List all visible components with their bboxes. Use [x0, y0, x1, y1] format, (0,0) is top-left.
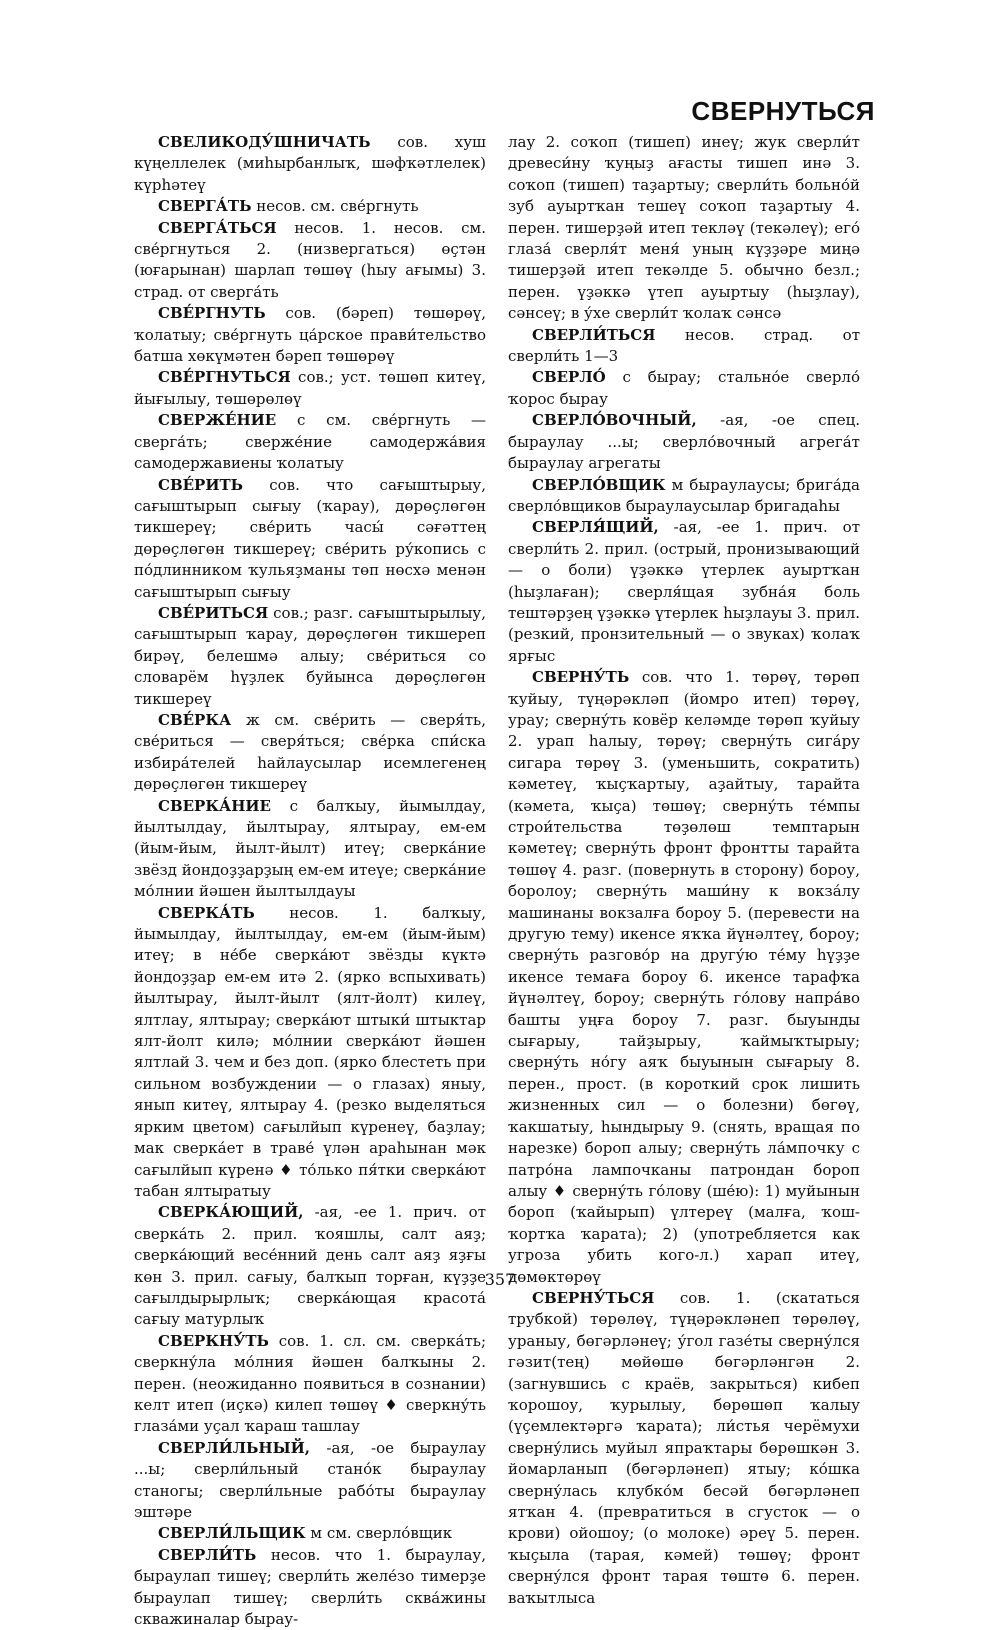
dictionary-entry: [134, 132, 486, 196]
entry-headword: СВЕРГА́ТЬСЯ: [158, 218, 277, 237]
entry-definition: сов. 1. (скататься трубкой) төрөлөү, түңәрәкләнеп төрөлөү, ураныу, бөгәрләнеү; у́гол газе́ты сверну́лся гәзит(тең) мөйөшө бөгәрләнгән 2. (загнувшись с краёв, закрыться) кибеп ҡорошоу, ҡурылыу, бөрөшөп ҡалыу (үҫемлектәргә ҡарата); ли́стья черёмухи сверну́лись муйыл япраҡтары бөрөшкән 3. йомарланып (бөгәрләнеп) ятыу; ко́шка сверну́лась клубко́м бесәй бөгәрләнеп ятҡан 4. (превратиться в сгусток — о крови) ойошоу; (о молоке) әреү 5. перен. ҡыҫыла (тарая, кәмей) төшөү; фронт сверну́лся фронт тарая төштө 6. перен. ваҡытлыса: [508, 1288, 860, 1607]
entry-headword: СВЕ́РКА: [158, 710, 232, 729]
dictionary-entry: [134, 603, 486, 710]
entry-headword: СВЕРЛО́ВОЧНЫЙ,: [532, 411, 697, 430]
dictionary-entry: [134, 367, 486, 410]
dictionary-entry: [134, 1438, 486, 1524]
dictionary-entry: [134, 1202, 486, 1330]
dictionary-entry: [134, 410, 486, 474]
entry-headword: СВЕ́РГНУТЬСЯ: [158, 368, 291, 387]
entry-headword: СВЕРГА́ТЬ: [158, 197, 252, 216]
entry-definition: несов. см. све́ргнуть: [251, 197, 419, 216]
entry-definition: сов. что сағыштырыу, сағыштырып сығыу (ҡарау), дөрөҫлөгөн тикшереү; све́рить часы́ сәғәттең дөрөҫлөгөн тикшереү; све́рить ру́копись с по́длинником ҡульяҙманы төп нөсхә менән сағыштырып сығыу: [134, 475, 486, 601]
entry-headword: СВЕРКНУ́ТЬ: [158, 1331, 269, 1350]
entry-headword: СВЕЛИКОДУ́ШНИЧАТЬ: [158, 133, 371, 151]
dictionary-entry: [134, 196, 486, 217]
dictionary-entry: [134, 1523, 486, 1544]
entry-definition: -ая, -ое спец. быраулау ...ы; сверло́вочный агрега́т быраулау агрегаты: [508, 411, 860, 473]
entry-definition: лау 2. соҡоп (тишеп) инеү; жук сверли́т древеси́ну ҡуңыҙ ағасты тишеп инә 3. соҡоп (тишеп) таҙартыу; сверли́ть больно́й зуб ауыртҡан тешеү соҡоп таҙартыу 4. перен. тишерҙәй итеп текләү (текәлеү); его́ глаза́ сверля́т меня́ уның күҙҙәре миңә тишерҙәй итеп текәлде 5. обычно безл.; перен. үҙәккә үтеп ауыртыу (һыҙлау), сәнсеү; в у́хе сверли́т ҡолаҡ сәнсә: [508, 133, 860, 323]
entry-definition: несов. 1. несов. см. све́ргнуться 2. (низвергаться) өҫтән (юғарынан) шарлап төшөү (һыу ағымы) 3. страд. от сверга́ть: [134, 218, 486, 301]
entry-headword: СВЕРКА́ТЬ: [158, 903, 255, 922]
entry-headword: СВЕ́РИТЬ: [158, 475, 244, 494]
entry-definition: несов. что 1. быраулау, быраулап тишеү; сверли́ть желе́зо тимерҙе быраулап тишеү; сверли́ть сква́жины скважиналар бырау-: [134, 1545, 486, 1629]
entry-headword: СВЕРЛИ́ТЬ: [158, 1545, 257, 1564]
left-column: [134, 132, 486, 1630]
entry-headword: СВЕРЛО́ВЩИК: [532, 475, 666, 494]
dictionary-entry: [508, 325, 860, 368]
entry-headword: СВЕРЛИ́ТЬСЯ: [532, 325, 656, 344]
entry-definition: сов.; разг. сағыштырылыу, сағыштырып ҡарау, дөрөҫлөгөн тикшереп бирәү, белешмә алыу; све́риться со словарём һүҙлек буйынса дөрөҫлөгөн тикшереү: [134, 603, 486, 708]
entry-headword: СВЕРКА́ЮЩИЙ,: [158, 1203, 304, 1222]
entry-definition: несов. страд. от сверли́ть 1—3: [508, 325, 860, 366]
dictionary-entry: [508, 410, 860, 474]
entry-definition: -ая, -ее 1. прич. от сверка́ть 2. прил. ҡояшлы, салт аяҙ; сверка́ющий весе́нний день салт аяҙ яҙғы көн 3. прил. сағыу, балҡып торған, күҙҙе сағылдырырлыҡ; сверка́ющая красота́ сағыу матурлыҡ: [134, 1203, 486, 1329]
entry-headword: СВЕРЛЯ́ЩИЙ,: [532, 518, 659, 537]
entry-definition: с балҡыу, йымылдау, йылтылдау, йылтырау, ялтырау, ем-ем (йым-йым, йылт-йылт) итеү; сверка́ние звёзд йондоҙҙарҙың ем-ем итеүе; сверка́ние мо́лнии йәшен йылтылдауы: [134, 796, 486, 901]
dictionary-entry: [134, 796, 486, 903]
entry-definition: -ая, -ее 1. прич. от сверли́ть 2. прил. (острый, пронизывающий — о боли) үҙәккә үтерлек ауыртҡан (һыҙлаған); сверля́щая зубна́я боль тештәрҙең үҙәккә үтерлек һыҙлауы 3. прил. (резкий, пронзительный — о звуках) ҡолаҡ ярғыс: [508, 518, 860, 665]
dictionary-entry: [508, 475, 860, 518]
entry-definition: сов. 1. сл. см. сверка́ть; сверкну́ла мо́лния йәшен балҡыны 2. перен. (неожиданно появиться в сознании) келт итеп (иҫкә) килеп төшөү ♦ сверкну́ть глаза́ми уҫал ҡараш ташлау: [134, 1331, 486, 1436]
entry-headword: СВЕ́РИТЬСЯ: [158, 603, 269, 622]
dictionary-entry: [134, 475, 486, 603]
entry-headword: СВЕРНУ́ТЬ: [532, 668, 630, 687]
running-header: СВЕРНУТЬСЯ: [691, 96, 875, 126]
entry-headword: СВЕРНУ́ТЬСЯ: [532, 1288, 655, 1307]
entry-definition: сов.; уст. төшөп китеү, йығылыу, төшөрөлөү: [134, 368, 486, 408]
dictionary-entry: [508, 1288, 860, 1609]
entry-headword: СВЕРЛИ́ЛЬЩИК: [158, 1524, 306, 1543]
dictionary-entry: [134, 903, 486, 1203]
entry-definition: сов. (бәреп) төшөрөү, ҡолатыу; све́ргнуть ца́рское прави́тельство батша хөкүмәтен бәреп төшөрөү: [134, 304, 486, 366]
entry-headword: СВЕ́РГНУТЬ: [158, 304, 266, 323]
entry-definition: с см. све́ргнуть — сверга́ть; сверже́ние самодержа́вия самодержавиены ҡолатыу: [134, 411, 486, 473]
entry-headword: СВЕРЛИ́ЛЬНЫЙ,: [158, 1438, 310, 1457]
dictionary-entry: [134, 710, 486, 796]
dictionary-entry: [508, 667, 860, 1288]
dictionary-entry: [508, 132, 860, 325]
dictionary-entry: [134, 1545, 486, 1630]
right-column: [508, 132, 860, 1609]
entry-headword: СВЕРЛО́: [532, 368, 606, 387]
entry-headword: СВЕРКА́НИЕ: [158, 796, 271, 815]
entry-definition: сов. что 1. төрөү, төрөп ҡуйыу, түңәрәкләп (йомро итеп) төрөү, урау; сверну́ть ковёр келәмде төрөп ҡуйыу 2. урап һалыу, төрөү; сверну́ть сига́ру сигара төрөү 3. (уменьшить, сократить) кәметеү, ҡыҫҡартыу, аҙайтыу, тарайта (кәмета, ҡыҫа) төшөү; сверну́ть те́мпы строи́тельства төҙөлөш темптарын кәметеү; сверну́ть фронт фронтты тарайта төшөү 4. разг. (повернуть в сторону) бороу, боролоу; сверну́ть маши́ну к вокза́лу машинаны вокзалға бороу 5. (перевести на другую тему) икенсе яҡҡа йүнәлтеү, бороу; сверну́ть разгово́р на другу́ю те́му һүҙҙе икенсе темаға бороу 6. икенсе тарафҡа йүнәлтеү, бороу; сверну́ть го́лову напра́во башты уңға бороу 7. разг. быуынды сығарыу, тайҙырыу, ҡаймыҡтырыу; сверну́ть но́гу аяҡ быуынын сығарыу 8. перен., прост. (в короткий срок лишить жизненных сил — о болезни) бөгөү, ҡакшатыу, һындырыу 9. (снять, вращая по нарезке) бороп алыу; сверну́ть ла́мпочку с патро́на лампочканы патрондан бороп алыу ♦ сверну́ть го́лову (ше́ю): 1) муйынын бороп (ҡайырып) үлтереү (малға, ҡош-ҡортҡа ҡарата); 2) (употребляется как угроза убить кого-л.) харап итеү, дөмөктөрөү: [508, 668, 860, 1286]
dictionary-entry: [134, 1331, 486, 1438]
entry-definition: с бырау; стально́е сверло́ ҡорос бырау: [508, 368, 860, 408]
entry-definition: сов. хуш күңеллелек (миһырбанлыҡ, шәфҡәтлелек) күрһәтеү: [134, 133, 486, 194]
entry-definition: м см. сверло́вщик: [305, 1524, 453, 1543]
entry-definition: ж см. све́рить — сверя́ть, све́риться — сверя́ться; све́рка спи́ска избира́телей һайлаусылар исемлегенең дөрөҫлөгөн тикшереү: [134, 710, 486, 794]
dictionary-entry: [134, 218, 486, 304]
dictionary-entry: [134, 303, 486, 367]
page-number: 357: [484, 1270, 516, 1289]
dictionary-entry: [508, 367, 860, 410]
entry-definition: м быраулаусы; брига́да сверло́вщиков быраулаусылар бригадаһы: [508, 475, 860, 515]
entry-definition: несов. 1. балҡыу, йымылдау, йылтылдау, ем-ем (йым-йым) итеү; в не́бе сверка́ют звёзды күктә йондоҙҙар ем-ем итә 2. (ярко вспыхивать) йылтырау, йылт-йылт (ялт-йолт) килеү, ялтлау, ялтырау; сверка́ют штыки́ штыктар ялт-йолт килә; мо́лнии сверка́ют йәшен ялтлай 3. чем и без доп. (ярко блестеть при сильном возбуждении — о глазах) яныу, янып китеү, ялтырау 4. (резко выделяться ярким цветом) сағылйып күренеү, баҙлау; мак сверка́ет в траве́ үлән араһынан мәк сағылйып күренә ♦ то́лько пя́тки сверка́ют табан ялтыратыу: [134, 903, 486, 1200]
dictionary-entry: [508, 517, 860, 667]
entry-headword: СВЕРЖЕ́НИЕ: [158, 411, 277, 430]
entry-definition: -ая, -ое быраулау ...ы; сверли́льный стано́к быраулау станогы; сверли́льные рабо́ты быраулау эштәре: [134, 1438, 486, 1521]
